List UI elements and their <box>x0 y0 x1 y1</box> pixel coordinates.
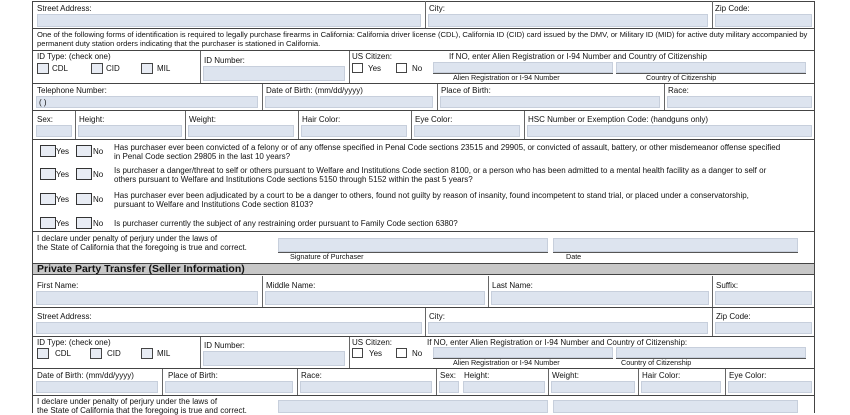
row-divider <box>32 231 814 232</box>
divider <box>664 84 665 110</box>
purchaser-eye-input[interactable] <box>414 125 520 137</box>
divider <box>298 111 299 139</box>
question-1-no-checkbox[interactable] <box>76 145 92 157</box>
purchaser-cid-checkbox[interactable] <box>91 63 103 74</box>
seller-citizen-yes-label: Yes <box>369 349 383 358</box>
purchaser-telephone-label: Telephone Number: <box>37 86 107 95</box>
seller-street-address-input[interactable] <box>36 322 422 334</box>
seller-dob-label: Date of Birth: (mm/dd/yyyy) <box>37 371 134 380</box>
seller-hair-input[interactable] <box>641 381 721 393</box>
seller-citizen-no-checkbox[interactable] <box>396 348 407 358</box>
question-1-no-label: No <box>93 147 104 156</box>
question-3-text-line1: Has purchaser ever been adjudicated by a court to be a danger to others, found not guilty by reason of insanity, found incompetent to stand trial, or placed under a conservatorship, <box>114 191 749 200</box>
seller-id-number-input[interactable] <box>203 351 345 366</box>
purchaser-citizen-yes-label: Yes <box>368 64 382 73</box>
id-notice: One of the following forms of identification is required to legally purchase firearms in California: California driver license (CDL), California ID (CID) card issued by the DMV, or Military ID (MID) for active duty military accompanied by permanent duty station orders indicating that the purchaser is stationed in California. <box>37 30 808 48</box>
question-2-text-line1: Is purchaser a danger/threat to self or others pursuant to Welfare and Institutions Code section 8100, or a person who has been admitted to a mental health facility as a danger to self or <box>114 166 767 175</box>
seller-country-input[interactable] <box>616 347 806 358</box>
seller-height-input[interactable] <box>463 381 545 393</box>
seller-first-name-label: First Name: <box>37 281 79 290</box>
seller-zip-label: Zip Code: <box>716 312 751 321</box>
question-3-text-line2: pursuant to Welfare and Institutions Code section 8103? <box>114 200 314 209</box>
question-3-yes-checkbox[interactable] <box>40 193 56 205</box>
divider <box>262 276 263 307</box>
seller-city-input[interactable] <box>428 322 708 334</box>
purchaser-citizen-no-checkbox[interactable] <box>396 63 407 73</box>
purchaser-city-label: City: <box>429 4 445 13</box>
seller-city-label: City: <box>429 312 445 321</box>
question-3-no-checkbox[interactable] <box>76 193 92 205</box>
seller-alien-reg-caption: Alien Registration or I-94 Number <box>453 358 560 367</box>
purchaser-declaration-line2: the State of California that the foregoing is true and correct. <box>37 243 247 252</box>
divider <box>712 1 713 28</box>
purchaser-country-caption: Country of Citizenship <box>646 73 717 82</box>
seller-middle-name-input[interactable] <box>265 291 485 305</box>
seller-cdl-label: CDL <box>55 349 72 358</box>
purchaser-us-citizen-label: US Citizen: <box>352 52 393 61</box>
purchaser-race-label: Race: <box>668 86 689 95</box>
purchaser-street-address-input[interactable] <box>37 14 421 27</box>
divider <box>297 369 298 395</box>
divider <box>548 369 549 395</box>
seller-zip-input[interactable] <box>715 322 812 334</box>
purchaser-pob-input[interactable] <box>440 96 660 108</box>
seller-middle-name-label: Middle Name: <box>266 281 316 290</box>
purchaser-phone-parens: ( ) <box>39 98 47 107</box>
seller-mil-label: MIL <box>157 349 171 358</box>
seller-citizen-yes-checkbox[interactable] <box>352 348 363 358</box>
divider <box>437 84 438 110</box>
purchaser-signature-caption: Signature of Purchaser <box>290 252 364 261</box>
seller-eye-label: Eye Color: <box>729 371 767 380</box>
divider <box>185 111 186 139</box>
divider <box>349 51 350 83</box>
seller-first-name-input[interactable] <box>36 291 258 305</box>
seller-id-type-label: ID Type: (check one) <box>37 338 111 347</box>
purchaser-weight-label: Weight: <box>189 115 216 124</box>
purchaser-declaration-line1: I declare under penalty of perjury under the laws of <box>37 234 218 243</box>
purchaser-hair-input[interactable] <box>301 125 407 137</box>
seller-declaration-line1: I declare under penalty of perjury under the laws of <box>37 397 218 406</box>
question-2-text-line2: others pursuant to Welfare and Institutions Code sections 5150 through 5152 within the past 5 years? <box>114 175 473 184</box>
seller-pob-label: Place of Birth: <box>168 371 218 380</box>
divider <box>75 111 76 139</box>
underline <box>553 252 798 253</box>
seller-cid-label: CID <box>107 349 121 358</box>
question-1-text-line2: in Penal Code section 29805 in the last 10 years? <box>114 152 291 161</box>
divider <box>488 276 489 307</box>
question-2-no-checkbox[interactable] <box>76 168 92 180</box>
seller-signature-input[interactable] <box>278 400 548 413</box>
question-3-no-label: No <box>93 195 104 204</box>
purchaser-weight-input[interactable] <box>188 125 294 137</box>
purchaser-cdl-label: CDL <box>52 64 69 73</box>
purchaser-zip-input[interactable] <box>715 14 812 27</box>
seller-us-citizen-label: US Citizen: <box>352 338 393 347</box>
question-2-yes-checkbox[interactable] <box>40 168 56 180</box>
purchaser-sex-label: Sex: <box>37 115 54 124</box>
purchaser-hair-label: Hair Color: <box>302 115 341 124</box>
question-1-text-line1: Has purchaser ever been convicted of a felony or of any offense specified in Penal Code sections 23515 and 29905, or convicted of assault, battery, or other misdemeanor offense specified <box>114 143 781 152</box>
divider <box>411 111 412 139</box>
question-4-text-line1: Is purchaser currently the subject of any restraining order pursuant to Family Code section 6380? <box>114 219 458 228</box>
seller-pob-input[interactable] <box>165 381 293 393</box>
purchaser-alien-number-input[interactable] <box>433 62 613 73</box>
top-border <box>32 1 814 2</box>
row-divider <box>32 307 814 308</box>
purchaser-dob-input[interactable] <box>265 96 433 108</box>
purchaser-alien-instruction: If NO, enter Alien Registration or I-94 Number and Country of Citizenship <box>449 52 707 61</box>
purchaser-telephone-input[interactable] <box>36 96 258 108</box>
seller-country-caption: Country of Citizenship <box>621 358 692 367</box>
divider <box>425 1 426 28</box>
purchaser-id-type-label: ID Type: (check one) <box>37 52 111 61</box>
purchaser-date-input[interactable] <box>553 238 798 252</box>
seller-section-header <box>32 263 814 275</box>
purchaser-dob-label: Date of Birth: (mm/dd/yyyy) <box>266 86 363 95</box>
purchaser-pob-label: Place of Birth: <box>441 86 491 95</box>
seller-race-input[interactable] <box>300 381 432 393</box>
seller-height-label: Height: <box>464 371 490 380</box>
purchaser-hsc-label: HSC Number or Exemption Code: (handguns only) <box>528 115 709 124</box>
purchaser-mil-label: MIL <box>157 64 171 73</box>
question-2-no-label: No <box>93 170 104 179</box>
purchaser-height-input[interactable] <box>78 125 182 137</box>
seller-alien-number-input[interactable] <box>433 347 613 358</box>
purchaser-street-address-label: Street Address: <box>37 4 92 13</box>
left-border <box>32 1 33 413</box>
row-divider <box>32 395 814 396</box>
seller-declaration-line2: the State of California that the foregoing is true and correct. <box>37 406 247 415</box>
purchaser-city-input[interactable] <box>428 14 708 27</box>
seller-last-name-label: Last Name: <box>492 281 533 290</box>
divider <box>162 369 163 395</box>
seller-weight-label: Weight: <box>552 371 579 380</box>
seller-dob-input[interactable] <box>36 381 158 393</box>
divider <box>262 84 263 110</box>
seller-last-name-input[interactable] <box>491 291 709 305</box>
purchaser-cdl-checkbox[interactable] <box>37 63 49 74</box>
seller-street-address-label: Street Address: <box>37 312 92 321</box>
purchaser-id-number-input[interactable] <box>203 66 345 81</box>
row-divider <box>32 110 814 111</box>
seller-id-number-label: ID Number: <box>204 341 245 350</box>
purchaser-hsc-input[interactable] <box>527 125 812 137</box>
purchaser-zip-label: Zip Code: <box>715 4 750 13</box>
purchaser-cid-label: CID <box>106 64 120 73</box>
seller-section-title: Private Party Transfer (Seller Information) <box>37 263 245 275</box>
purchaser-sex-input[interactable] <box>36 125 72 137</box>
seller-suffix-input[interactable] <box>715 291 812 305</box>
purchaser-alien-reg-caption: Alien Registration or I-94 Number <box>453 73 560 82</box>
purchaser-eye-label: Eye Color: <box>415 115 453 124</box>
seller-weight-input[interactable] <box>551 381 635 393</box>
question-3-yes-label: Yes <box>56 195 70 204</box>
question-4-no-checkbox[interactable] <box>76 217 92 229</box>
question-2-yes-label: Yes <box>56 170 70 179</box>
seller-hair-label: Hair Color: <box>642 371 681 380</box>
divider <box>725 369 726 395</box>
purchaser-date-caption: Date <box>566 252 582 261</box>
seller-cid-checkbox[interactable] <box>90 348 102 359</box>
purchaser-citizen-no-label: No <box>412 64 423 73</box>
divider <box>200 337 201 368</box>
row-divider <box>32 139 814 140</box>
seller-eye-input[interactable] <box>728 381 812 393</box>
question-1-yes-label: Yes <box>56 147 70 156</box>
question-4-yes-label: Yes <box>56 219 70 228</box>
divider <box>712 308 713 336</box>
seller-citizen-no-label: No <box>412 349 423 358</box>
question-1-yes-checkbox[interactable] <box>40 145 56 157</box>
row-divider <box>32 368 814 369</box>
purchaser-race-input[interactable] <box>667 96 812 108</box>
right-border <box>814 1 815 413</box>
divider <box>349 337 350 368</box>
seller-alien-instruction: If NO, enter Alien Registration or I-94 Number and Country of Citizenship: <box>427 338 688 347</box>
divider <box>425 308 426 336</box>
row-divider <box>32 50 814 51</box>
seller-mil-checkbox[interactable] <box>141 348 153 359</box>
seller-date-input[interactable] <box>553 400 798 413</box>
divider <box>638 369 639 395</box>
purchaser-country-input[interactable] <box>616 62 806 73</box>
seller-sex-input[interactable] <box>439 381 459 393</box>
seller-race-label: Race: <box>301 371 322 380</box>
purchaser-mil-checkbox[interactable] <box>141 63 153 74</box>
purchaser-height-label: Height: <box>79 115 105 124</box>
seller-suffix-label: Suffix: <box>716 281 739 290</box>
seller-sex-label: Sex: <box>440 371 457 380</box>
row-divider <box>32 83 814 84</box>
divider <box>524 111 525 139</box>
row-divider <box>32 336 814 337</box>
divider <box>712 276 713 307</box>
question-4-no-label: No <box>93 219 104 228</box>
seller-cdl-checkbox[interactable] <box>37 348 49 359</box>
divider <box>436 369 437 395</box>
purchaser-citizen-yes-checkbox[interactable] <box>352 63 363 73</box>
question-4-yes-checkbox[interactable] <box>40 217 56 229</box>
divider <box>200 51 201 83</box>
purchaser-signature-input[interactable] <box>278 238 548 252</box>
purchaser-id-number-label: ID Number: <box>204 56 245 65</box>
row-divider <box>32 28 814 29</box>
